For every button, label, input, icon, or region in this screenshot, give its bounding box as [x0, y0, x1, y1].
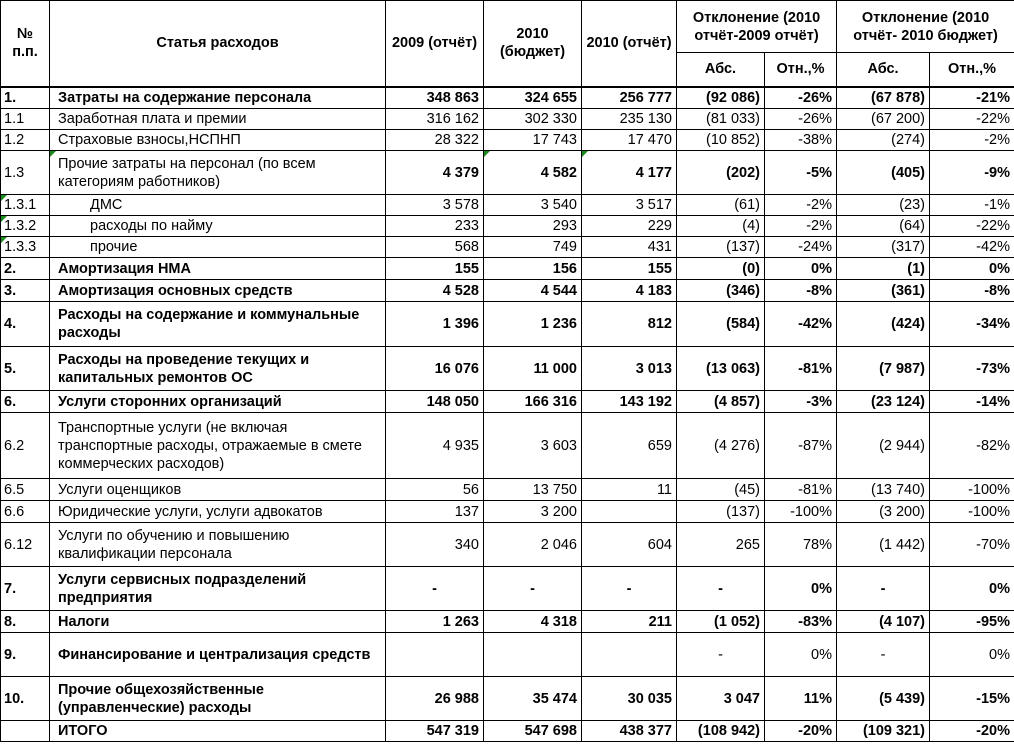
row-abs-1: (45)	[677, 479, 765, 501]
row-rel-2: -95%	[930, 611, 1014, 633]
header-abs-2: Абс.	[837, 53, 930, 87]
row-abs-2: (4 107)	[837, 611, 930, 633]
row-rel-2: -20%	[930, 721, 1014, 742]
header-rel-2: Отн.,%	[930, 53, 1014, 87]
row-2009: 3 578	[386, 195, 484, 216]
row-rel-1: 11%	[765, 677, 837, 721]
row-name: Услуги по обучению и повышению квалификации персонала	[50, 523, 386, 567]
table-row	[1, 87, 1014, 109]
row-2010-budget	[484, 633, 582, 677]
table-row	[1, 109, 1014, 130]
row-code: 9.	[1, 633, 50, 677]
row-rel-2: -70%	[930, 523, 1014, 567]
row-abs-2: -	[837, 633, 930, 677]
row-rel-1: -5%	[765, 151, 837, 195]
row-2009: 547 319	[386, 721, 484, 742]
row-code: 1.	[1, 87, 50, 109]
row-name: Прочие общехозяйственные (управленческие) расходы	[50, 677, 386, 721]
row-code: 6.5	[1, 479, 50, 501]
table-row	[1, 216, 1014, 237]
row-abs-1: (202)	[677, 151, 765, 195]
table-row	[1, 237, 1014, 258]
row-2010-budget: 547 698	[484, 721, 582, 742]
row-abs-2: (23)	[837, 195, 930, 216]
row-2009: 148 050	[386, 391, 484, 413]
row-abs-2: (424)	[837, 302, 930, 347]
row-rel-2: -14%	[930, 391, 1014, 413]
table-row	[1, 567, 1014, 611]
table-row	[1, 280, 1014, 302]
row-2009: 56	[386, 479, 484, 501]
row-abs-2: (23 124)	[837, 391, 930, 413]
row-abs-2: (274)	[837, 130, 930, 151]
row-2009: -	[386, 567, 484, 611]
row-name: Прочие затраты на персонал (по всем категориям работников)	[50, 151, 386, 195]
row-name: Транспортные услуги (не включая транспортные расходы, отражаемые в смете коммерческих расходов)	[50, 413, 386, 479]
row-2010-report: 143 192	[582, 391, 677, 413]
row-rel-1: -26%	[765, 87, 837, 109]
row-2010-report: 4 177	[582, 151, 677, 195]
table-row	[1, 302, 1014, 347]
row-name: Расходы на проведение текущих и капитальных ремонтов ОС	[50, 347, 386, 391]
row-abs-2: (405)	[837, 151, 930, 195]
row-2010-budget: 4 318	[484, 611, 582, 633]
row-code: 6.	[1, 391, 50, 413]
row-code: 7.	[1, 567, 50, 611]
row-2009: 26 988	[386, 677, 484, 721]
row-2010-budget: 17 743	[484, 130, 582, 151]
row-abs-2: (2 944)	[837, 413, 930, 479]
header-rel-1: Отн.,%	[765, 53, 837, 87]
row-rel-1: -8%	[765, 280, 837, 302]
row-code: 8.	[1, 611, 50, 633]
row-abs-1: (10 852)	[677, 130, 765, 151]
row-abs-1: (4)	[677, 216, 765, 237]
row-rel-1: -38%	[765, 130, 837, 151]
row-name: Услуги сервисных подразделений предприятия	[50, 567, 386, 611]
row-2010-report: -	[582, 567, 677, 611]
row-name: Амортизация основных средств	[50, 280, 386, 302]
row-rel-2: -21%	[930, 87, 1014, 109]
table-row	[1, 501, 1014, 523]
row-code: 1.3	[1, 151, 50, 195]
row-rel-2: -1%	[930, 195, 1014, 216]
header-2009-report: 2009 (отчёт)	[386, 1, 484, 87]
row-abs-2: -	[837, 567, 930, 611]
row-2010-budget: 156	[484, 258, 582, 280]
row-abs-1: (81 033)	[677, 109, 765, 130]
row-abs-1: (1 052)	[677, 611, 765, 633]
row-rel-1: 0%	[765, 633, 837, 677]
row-2010-budget: 13 750	[484, 479, 582, 501]
table-row	[1, 258, 1014, 280]
row-2010-report: 604	[582, 523, 677, 567]
row-2010-report: 438 377	[582, 721, 677, 742]
row-2009: 155	[386, 258, 484, 280]
row-2010-budget: 749	[484, 237, 582, 258]
row-rel-1: -83%	[765, 611, 837, 633]
header-deviation-budget: Отклонение (2010 отчёт- 2010 бюджет)	[837, 1, 1014, 53]
row-2010-report: 30 035	[582, 677, 677, 721]
row-abs-1: -	[677, 567, 765, 611]
row-2010-report: 155	[582, 258, 677, 280]
header-article: Статья расходов	[50, 1, 386, 87]
row-code: 10.	[1, 677, 50, 721]
row-2010-budget: 3 200	[484, 501, 582, 523]
row-abs-2: (109 321)	[837, 721, 930, 742]
header-2010-report: 2010 (отчёт)	[582, 1, 677, 87]
row-code: 6.12	[1, 523, 50, 567]
row-name: Финансирование и централизация средств	[50, 633, 386, 677]
row-abs-1: (346)	[677, 280, 765, 302]
header-num: № п.п.	[1, 1, 50, 87]
row-2010-report: 256 777	[582, 87, 677, 109]
row-name: Налоги	[50, 611, 386, 633]
table-row	[1, 677, 1014, 721]
row-code: 2.	[1, 258, 50, 280]
table-row	[1, 479, 1014, 501]
row-abs-2: (1)	[837, 258, 930, 280]
row-abs-1: (61)	[677, 195, 765, 216]
row-abs-2: (64)	[837, 216, 930, 237]
table-row	[1, 347, 1014, 391]
row-name: Затраты на содержание персонала	[50, 87, 386, 109]
row-name: прочие	[50, 237, 386, 258]
row-2010-budget: 166 316	[484, 391, 582, 413]
row-abs-2: (5 439)	[837, 677, 930, 721]
row-code: 1.2	[1, 130, 50, 151]
table-row	[1, 391, 1014, 413]
row-2010-report	[582, 633, 677, 677]
row-abs-1: (13 063)	[677, 347, 765, 391]
row-rel-2: -100%	[930, 501, 1014, 523]
row-rel-2: -2%	[930, 130, 1014, 151]
row-2009: 4 379	[386, 151, 484, 195]
row-name: Заработная плата и премии	[50, 109, 386, 130]
row-2010-budget: 2 046	[484, 523, 582, 567]
row-name: Услуги сторонних организаций	[50, 391, 386, 413]
row-rel-2: 0%	[930, 633, 1014, 677]
row-abs-2: (7 987)	[837, 347, 930, 391]
row-rel-2: -15%	[930, 677, 1014, 721]
row-2010-report: 812	[582, 302, 677, 347]
row-rel-2: -42%	[930, 237, 1014, 258]
row-2010-budget: 3 603	[484, 413, 582, 479]
row-name: расходы по найму	[50, 216, 386, 237]
row-2010-report: 235 130	[582, 109, 677, 130]
row-2009: 4 528	[386, 280, 484, 302]
row-name: Юридические услуги, услуги адвокатов	[50, 501, 386, 523]
row-rel-1: -42%	[765, 302, 837, 347]
row-name: Расходы на содержание и коммунальные расходы	[50, 302, 386, 347]
row-rel-2: -73%	[930, 347, 1014, 391]
row-abs-1: 265	[677, 523, 765, 567]
header-2010-budget: 2010 (бюджет)	[484, 1, 582, 87]
row-2009: 4 935	[386, 413, 484, 479]
row-rel-2: -22%	[930, 109, 1014, 130]
row-rel-1: -2%	[765, 195, 837, 216]
row-rel-2: -8%	[930, 280, 1014, 302]
row-abs-1: (92 086)	[677, 87, 765, 109]
row-abs-2: (13 740)	[837, 479, 930, 501]
header-abs-1: Абс.	[677, 53, 765, 87]
row-abs-1: (584)	[677, 302, 765, 347]
row-code: 1.3.1	[1, 195, 50, 216]
row-abs-2: (67 200)	[837, 109, 930, 130]
row-2009: 1 263	[386, 611, 484, 633]
row-2010-budget: 11 000	[484, 347, 582, 391]
table-row	[1, 195, 1014, 216]
row-code: 4.	[1, 302, 50, 347]
row-code: 6.6	[1, 501, 50, 523]
row-2010-report: 4 183	[582, 280, 677, 302]
row-2009: 340	[386, 523, 484, 567]
row-abs-1: (137)	[677, 501, 765, 523]
row-2009: 568	[386, 237, 484, 258]
table-row	[1, 523, 1014, 567]
row-2010-budget: 324 655	[484, 87, 582, 109]
row-abs-1: (108 942)	[677, 721, 765, 742]
row-code	[1, 721, 50, 742]
table-row	[1, 130, 1014, 151]
row-rel-1: -87%	[765, 413, 837, 479]
row-2009: 316 162	[386, 109, 484, 130]
row-abs-2: (361)	[837, 280, 930, 302]
table-row	[1, 151, 1014, 195]
row-name: Амортизация НМА	[50, 258, 386, 280]
row-2010-budget: 293	[484, 216, 582, 237]
row-2009: 28 322	[386, 130, 484, 151]
row-abs-1: (4 857)	[677, 391, 765, 413]
row-2010-budget: -	[484, 567, 582, 611]
row-code: 5.	[1, 347, 50, 391]
row-2010-report: 17 470	[582, 130, 677, 151]
row-2010-budget: 302 330	[484, 109, 582, 130]
row-abs-2: (67 878)	[837, 87, 930, 109]
row-2010-report: 3 517	[582, 195, 677, 216]
row-rel-1: -3%	[765, 391, 837, 413]
row-2010-report: 11	[582, 479, 677, 501]
row-code: 6.2	[1, 413, 50, 479]
header-deviation-report: Отклонение (2010 отчёт-2009 отчёт)	[677, 1, 837, 53]
row-abs-1: (0)	[677, 258, 765, 280]
row-2009: 1 396	[386, 302, 484, 347]
row-2010-budget: 35 474	[484, 677, 582, 721]
row-rel-2: -82%	[930, 413, 1014, 479]
row-2009: 348 863	[386, 87, 484, 109]
row-2009	[386, 633, 484, 677]
row-2010-budget: 1 236	[484, 302, 582, 347]
row-rel-1: -81%	[765, 347, 837, 391]
table-row	[1, 611, 1014, 633]
row-2010-report: 431	[582, 237, 677, 258]
row-rel-2: 0%	[930, 258, 1014, 280]
row-abs-1: (137)	[677, 237, 765, 258]
row-2010-report: 229	[582, 216, 677, 237]
row-rel-2: -100%	[930, 479, 1014, 501]
row-code: 1.3.3	[1, 237, 50, 258]
row-2010-report: 3 013	[582, 347, 677, 391]
row-2010-report: 659	[582, 413, 677, 479]
table-row	[1, 633, 1014, 677]
row-2010-budget: 4 582	[484, 151, 582, 195]
row-abs-2: (3 200)	[837, 501, 930, 523]
row-abs-1: (4 276)	[677, 413, 765, 479]
row-rel-1: 0%	[765, 258, 837, 280]
row-code: 3.	[1, 280, 50, 302]
row-abs-1: -	[677, 633, 765, 677]
row-code: 1.1	[1, 109, 50, 130]
row-rel-2: -9%	[930, 151, 1014, 195]
row-rel-1: -100%	[765, 501, 837, 523]
row-abs-2: (317)	[837, 237, 930, 258]
row-name: ИТОГО	[50, 721, 386, 742]
row-rel-1: 78%	[765, 523, 837, 567]
row-2009: 137	[386, 501, 484, 523]
row-2010-budget: 3 540	[484, 195, 582, 216]
row-2009: 233	[386, 216, 484, 237]
table-row	[1, 413, 1014, 479]
total-row	[1, 721, 1014, 742]
row-rel-1: -2%	[765, 216, 837, 237]
row-rel-2: 0%	[930, 567, 1014, 611]
row-code: 1.3.2	[1, 216, 50, 237]
row-rel-2: -22%	[930, 216, 1014, 237]
row-2010-budget: 4 544	[484, 280, 582, 302]
row-2010-report	[582, 501, 677, 523]
row-2009: 16 076	[386, 347, 484, 391]
row-name: Страховые взносы,НСПНП	[50, 130, 386, 151]
row-abs-2: (1 442)	[837, 523, 930, 567]
row-rel-1: -20%	[765, 721, 837, 742]
row-name: ДМС	[50, 195, 386, 216]
row-rel-2: -34%	[930, 302, 1014, 347]
row-abs-1: 3 047	[677, 677, 765, 721]
row-2010-report: 211	[582, 611, 677, 633]
row-rel-1: -81%	[765, 479, 837, 501]
row-rel-1: -26%	[765, 109, 837, 130]
row-rel-1: -24%	[765, 237, 837, 258]
row-rel-1: 0%	[765, 567, 837, 611]
row-name: Услуги оценщиков	[50, 479, 386, 501]
